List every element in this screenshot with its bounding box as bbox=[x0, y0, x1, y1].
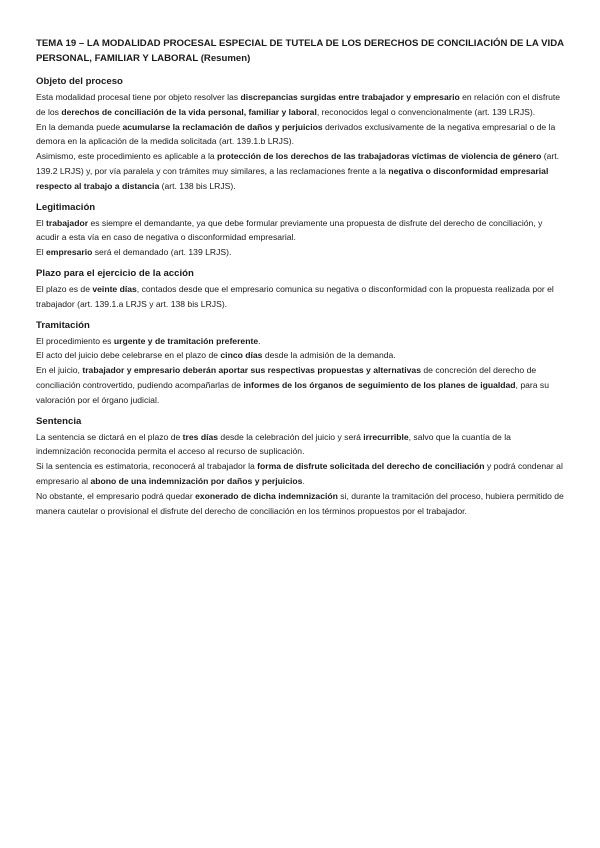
bold-text: forma de disfrute solicitada del derecho de conciliación bbox=[257, 461, 485, 472]
section-heading: Objeto del proceso bbox=[36, 76, 123, 87]
paragraph bbox=[36, 282, 566, 312]
section bbox=[36, 319, 566, 408]
section-heading: Tramitación bbox=[36, 319, 90, 331]
section-heading: Sentencia bbox=[36, 415, 82, 427]
text-run: Esta modalidad procesal tiene por objeto resolver las bbox=[36, 92, 241, 102]
text-run: desde la admisión de la demanda. bbox=[262, 350, 396, 361]
bold-text: abono de una indemnización por daños y perjuicios bbox=[90, 475, 303, 486]
text-run: , salvo que la cuantía de la indemnización reconocida permita el acceso al recurso de suplicación. bbox=[36, 431, 511, 457]
bold-text: exonerado de dicha indemnización bbox=[195, 490, 338, 501]
bold-text: empresario bbox=[46, 247, 93, 258]
text-run: Si la sentencia es estimatoria, reconocerá al trabajador la bbox=[36, 461, 258, 472]
text-run: (art. 138 bis LRJS). bbox=[159, 180, 236, 191]
text-run: es siempre el demandante, ya que debe formular previamente una propuesta de disfrute del derecho de conciliación, y acudir a esta vía en caso de negativa o disconformidad empresarial. bbox=[36, 217, 543, 243]
paragraph bbox=[36, 363, 566, 407]
text-run: El procedimiento es bbox=[36, 335, 114, 346]
bold-text: irrecurrible bbox=[363, 431, 409, 442]
paragraph bbox=[36, 90, 566, 120]
text-run: El bbox=[36, 247, 47, 258]
text-run: será el demandado (art. 139 LRJS). bbox=[92, 247, 232, 258]
paragraph bbox=[36, 459, 566, 489]
bold-text: trabajador y empresario deberán aportar sus respectivas propuestas y alternativas bbox=[82, 365, 421, 376]
bold-text: trabajador bbox=[46, 217, 89, 228]
text-run: La sentencia se dictará en el plazo de bbox=[36, 431, 183, 442]
bold-text: urgente y de tramitación preferente bbox=[113, 335, 259, 346]
section bbox=[36, 415, 566, 519]
text-run: El plazo es de bbox=[36, 283, 93, 294]
text-run: , contados desde que el empresario comunica su negativa o disconformidad con la propuesta realizada por el trabajador (art. 139.1.a LRJS y art. 138 bis LRJS). bbox=[36, 283, 554, 309]
text-run: En la demanda puede bbox=[36, 121, 123, 132]
bold-text: veinte días bbox=[92, 283, 137, 294]
text-run: , para su valoración por el órgano judicial. bbox=[36, 379, 549, 405]
section bbox=[36, 201, 566, 260]
paragraph bbox=[36, 348, 566, 363]
text-run: desde la celebración del juicio y será bbox=[218, 431, 364, 442]
document-body bbox=[36, 75, 566, 518]
paragraph bbox=[36, 430, 566, 460]
text-run: en relación con el disfrute de los bbox=[36, 92, 561, 117]
text-run: No obstante, el empresario podrá quedar bbox=[36, 490, 196, 501]
text-run: . bbox=[302, 475, 305, 486]
section-heading: Legitimación bbox=[36, 201, 96, 213]
bold-text: acumularse la reclamación de daños y perjuicios bbox=[122, 121, 323, 132]
text-run: El bbox=[36, 217, 47, 228]
paragraph bbox=[36, 334, 566, 349]
section bbox=[36, 75, 566, 194]
bold-text: derechos de conciliación de la vida personal, familiar y laboral bbox=[61, 106, 317, 117]
text-run: (art. 139.2 LRJS) y, por vía paralela y con trámites muy similares, a las reclamaciones frente a la bbox=[36, 151, 559, 176]
section-heading: Plazo para el ejercicio de la acción bbox=[36, 267, 194, 279]
text-run: En el juicio, bbox=[36, 365, 83, 376]
text-run: . bbox=[258, 335, 261, 346]
text-run: , reconocidos legal o convencionalmente (art. 139 LRJS). bbox=[316, 106, 536, 117]
bold-text: protección de los derechos de las trabajadoras víctimas de violencia de género bbox=[217, 151, 542, 162]
bold-text: negativa o disconformidad empresarial respecto al trabajo a distancia bbox=[36, 165, 549, 191]
paragraph bbox=[36, 149, 566, 193]
paragraph bbox=[36, 216, 566, 246]
document-page bbox=[36, 36, 566, 525]
paragraph bbox=[36, 245, 566, 260]
text-run: El acto del juicio debe celebrarse en el plazo de bbox=[36, 350, 221, 361]
document-title: TEMA 19 – LA MODALIDAD PROCESAL ESPECIAL DE TUTELA DE LOS DERECHOS DE CONCILIACIÓN DE LA VIDA PERSONAL, FAMILIAR Y LABORAL (Resumen) bbox=[36, 38, 564, 64]
text-run: Asimismo, este procedimiento es aplicable a la bbox=[36, 151, 218, 162]
text-run: de concreción del derecho de conciliación controvertido, pudiendo acompañarlas de bbox=[36, 365, 537, 390]
text-run: si, durante la tramitación del proceso, hubiera permitido de manera cautelar o provisional el disfrute del derecho de conciliación en los términos propuestos por el trabajador. bbox=[36, 490, 564, 516]
bold-text: informes de los órganos de seguimiento de los planes de igualdad bbox=[243, 379, 516, 390]
bold-text: tres días bbox=[182, 431, 219, 442]
text-run: y podrá condenar al empresario al bbox=[36, 461, 563, 486]
bold-text: cinco días bbox=[220, 350, 263, 361]
text-run: derivados exclusivamente de la negativa empresarial o de la demora en la aplicación de la medida solicitada (art. 139.1.b LRJS). bbox=[36, 121, 556, 147]
paragraph bbox=[36, 489, 566, 519]
paragraph bbox=[36, 120, 566, 150]
bold-text: discrepancias surgidas entre trabajador y empresario bbox=[240, 92, 460, 102]
section bbox=[36, 267, 566, 312]
